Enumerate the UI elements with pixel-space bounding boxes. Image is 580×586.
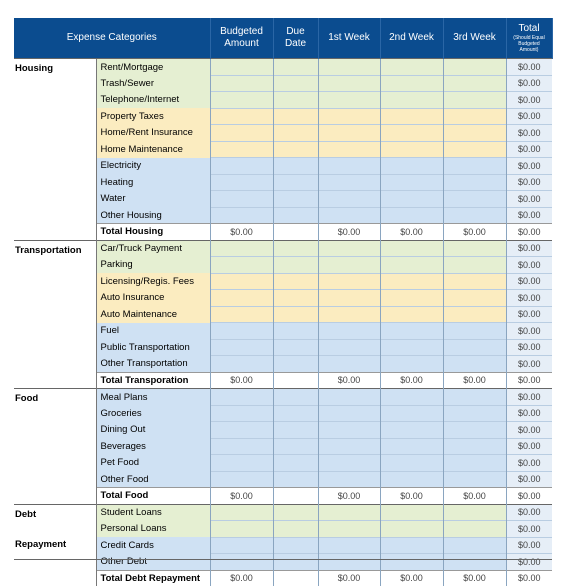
category-label: Meal Plans	[96, 389, 210, 406]
week1-cell[interactable]	[318, 273, 380, 290]
week2-cell[interactable]	[380, 455, 443, 472]
due-date-cell[interactable]	[273, 191, 318, 208]
row-total: $0.00	[506, 389, 552, 406]
row-total: $0.00	[506, 323, 552, 340]
group-total-budgeted: $0.00	[210, 224, 273, 241]
week3-cell[interactable]	[443, 323, 506, 340]
week2-cell[interactable]	[380, 521, 443, 538]
week2-cell[interactable]	[380, 207, 443, 224]
category-label: Other Food	[96, 471, 210, 488]
category-label: Other Transportation	[96, 356, 210, 373]
group-total-total: $0.00	[506, 488, 552, 505]
group-total-due	[273, 488, 318, 505]
week3-cell[interactable]	[443, 59, 506, 76]
group-label	[14, 504, 96, 586]
group-name-line2: Repayment	[15, 539, 66, 550]
week1-cell[interactable]	[318, 455, 380, 472]
header-date: Date	[285, 38, 306, 49]
category-label: Electricity	[96, 158, 210, 175]
week2-cell[interactable]	[380, 323, 443, 340]
header-week1: 1st Week	[318, 18, 380, 59]
week1-cell[interactable]	[318, 356, 380, 373]
due-date-cell[interactable]	[273, 438, 318, 455]
week1-cell[interactable]	[318, 554, 380, 571]
due-date-cell[interactable]	[273, 323, 318, 340]
due-date-cell[interactable]	[273, 92, 318, 109]
header-total	[506, 18, 552, 59]
group-label	[14, 389, 96, 505]
budgeted-cell[interactable]	[210, 240, 273, 257]
week2-cell[interactable]	[380, 537, 443, 554]
budgeted-cell[interactable]	[210, 108, 273, 125]
group-name: Housing	[15, 63, 53, 74]
week1-cell[interactable]	[318, 306, 380, 323]
due-date-cell[interactable]	[273, 240, 318, 257]
budgeted-cell[interactable]	[210, 504, 273, 521]
budgeted-cell[interactable]	[210, 422, 273, 439]
week2-cell[interactable]	[380, 108, 443, 125]
due-date-cell[interactable]	[273, 273, 318, 290]
week3-cell[interactable]	[443, 389, 506, 406]
header-due: Due	[286, 26, 304, 37]
group-total-budgeted: $0.00	[210, 488, 273, 505]
row-total: $0.00	[506, 207, 552, 224]
week3-cell[interactable]	[443, 158, 506, 175]
category-label: Licensing/Regis. Fees	[96, 273, 210, 290]
week2-cell[interactable]	[380, 290, 443, 307]
category-label: Fuel	[96, 323, 210, 340]
category-label: Heating	[96, 174, 210, 191]
group-total-week1: $0.00	[318, 372, 380, 389]
row-total: $0.00	[506, 306, 552, 323]
row-total: $0.00	[506, 356, 552, 373]
header-budgeted-amount	[210, 18, 273, 59]
category-label: Other Housing	[96, 207, 210, 224]
week1-cell[interactable]	[318, 174, 380, 191]
group-total-week1: $0.00	[318, 488, 380, 505]
due-date-cell[interactable]	[273, 141, 318, 158]
row-total: $0.00	[506, 75, 552, 92]
due-date-cell[interactable]	[273, 422, 318, 439]
week1-cell[interactable]	[318, 438, 380, 455]
category-label: Groceries	[96, 405, 210, 422]
due-date-cell[interactable]	[273, 405, 318, 422]
week1-cell[interactable]	[318, 422, 380, 439]
budgeted-cell[interactable]	[210, 59, 273, 76]
row-total: $0.00	[506, 521, 552, 538]
budgeted-cell[interactable]	[210, 405, 273, 422]
category-label: Public Transportation	[96, 339, 210, 356]
week3-cell[interactable]	[443, 504, 506, 521]
group-total-budgeted: $0.00	[210, 570, 273, 586]
header-week3: 3rd Week	[443, 18, 506, 59]
week1-cell[interactable]	[318, 108, 380, 125]
header-total-note1: (Should Equal	[509, 35, 550, 41]
week1-cell[interactable]	[318, 240, 380, 257]
category-label: Car/Truck Payment	[96, 240, 210, 257]
row-total: $0.00	[506, 174, 552, 191]
week2-cell[interactable]	[380, 389, 443, 406]
week2-cell[interactable]	[380, 125, 443, 142]
group-total-week2: $0.00	[380, 372, 443, 389]
group-total-week3: $0.00	[443, 488, 506, 505]
header-budgeted: Budgeted	[220, 26, 263, 37]
week2-cell[interactable]	[380, 273, 443, 290]
budgeted-cell[interactable]	[210, 323, 273, 340]
group-label	[14, 59, 96, 241]
week3-cell[interactable]	[443, 455, 506, 472]
due-date-cell[interactable]	[273, 554, 318, 571]
header-week2: 2nd Week	[380, 18, 443, 59]
row-total: $0.00	[506, 455, 552, 472]
budgeted-cell[interactable]	[210, 174, 273, 191]
week3-cell[interactable]	[443, 471, 506, 488]
due-date-cell[interactable]	[273, 108, 318, 125]
week1-cell[interactable]	[318, 191, 380, 208]
category-label: Water	[96, 191, 210, 208]
group-name: Food	[15, 393, 38, 404]
group-total-week3: $0.00	[443, 570, 506, 586]
budgeted-cell[interactable]	[210, 257, 273, 274]
week2-cell[interactable]	[380, 59, 443, 76]
week3-cell[interactable]	[443, 108, 506, 125]
week2-cell[interactable]	[380, 191, 443, 208]
week3-cell[interactable]	[443, 141, 506, 158]
due-date-cell[interactable]	[273, 257, 318, 274]
week3-cell[interactable]	[443, 191, 506, 208]
week2-cell[interactable]	[380, 257, 443, 274]
due-date-cell[interactable]	[273, 290, 318, 307]
week1-cell[interactable]	[318, 537, 380, 554]
week3-cell[interactable]	[443, 273, 506, 290]
week3-cell[interactable]	[443, 125, 506, 142]
week3-cell[interactable]	[443, 174, 506, 191]
due-date-cell[interactable]	[273, 356, 318, 373]
week1-cell[interactable]	[318, 290, 380, 307]
row-total: $0.00	[506, 257, 552, 274]
budgeted-cell[interactable]	[210, 537, 273, 554]
category-label: Auto Insurance	[96, 290, 210, 307]
due-date-cell[interactable]	[273, 339, 318, 356]
group-total-label: Total Debt Repayment	[96, 570, 210, 586]
budgeted-cell[interactable]	[210, 158, 273, 175]
table-row	[14, 240, 552, 257]
group-total-due	[273, 372, 318, 389]
week1-cell[interactable]	[318, 75, 380, 92]
row-total: $0.00	[506, 554, 552, 571]
row-total: $0.00	[506, 125, 552, 142]
group-total-week2: $0.00	[380, 488, 443, 505]
week1-cell[interactable]	[318, 141, 380, 158]
week2-cell[interactable]	[380, 92, 443, 109]
row-total: $0.00	[506, 273, 552, 290]
due-date-cell[interactable]	[273, 471, 318, 488]
week2-cell[interactable]	[380, 158, 443, 175]
budgeted-cell[interactable]	[210, 438, 273, 455]
week3-cell[interactable]	[443, 290, 506, 307]
row-total: $0.00	[506, 92, 552, 109]
week1-cell[interactable]	[318, 158, 380, 175]
category-label: Telephone/Internet	[96, 92, 210, 109]
budgeted-cell[interactable]	[210, 554, 273, 571]
week1-cell[interactable]	[318, 59, 380, 76]
week3-cell[interactable]	[443, 438, 506, 455]
category-label: Auto Maintenance	[96, 306, 210, 323]
week1-cell[interactable]	[318, 257, 380, 274]
category-label: Trash/Sewer	[96, 75, 210, 92]
week1-cell[interactable]	[318, 521, 380, 538]
due-date-cell[interactable]	[273, 174, 318, 191]
week1-cell[interactable]	[318, 504, 380, 521]
category-label: Parking	[96, 257, 210, 274]
header-total-note2: Budgeted Amount)	[509, 41, 550, 53]
week1-cell[interactable]	[318, 471, 380, 488]
category-label: Dining Out	[96, 422, 210, 439]
group-total-budgeted: $0.00	[210, 372, 273, 389]
week3-cell[interactable]	[443, 422, 506, 439]
budgeted-cell[interactable]	[210, 125, 273, 142]
group-total-week3: $0.00	[443, 372, 506, 389]
table-bottom-border	[14, 559, 552, 560]
week2-cell[interactable]	[380, 554, 443, 571]
group-total-week2: $0.00	[380, 570, 443, 586]
due-date-cell[interactable]	[273, 389, 318, 406]
table-row	[14, 504, 552, 521]
expense-table	[14, 18, 553, 586]
week1-cell[interactable]	[318, 92, 380, 109]
budgeted-cell[interactable]	[210, 455, 273, 472]
due-date-cell[interactable]	[273, 158, 318, 175]
budgeted-cell[interactable]	[210, 356, 273, 373]
group-total-total: $0.00	[506, 372, 552, 389]
group-name: Transportation	[15, 245, 82, 256]
group-total-week1: $0.00	[318, 224, 380, 241]
week3-cell[interactable]	[443, 405, 506, 422]
budgeted-cell[interactable]	[210, 92, 273, 109]
budgeted-cell[interactable]	[210, 290, 273, 307]
week3-cell[interactable]	[443, 521, 506, 538]
header-row	[14, 18, 552, 59]
group-total-week2: $0.00	[380, 224, 443, 241]
week2-cell[interactable]	[380, 141, 443, 158]
week2-cell[interactable]	[380, 504, 443, 521]
group-total-week1: $0.00	[318, 570, 380, 586]
row-total: $0.00	[506, 438, 552, 455]
budgeted-cell[interactable]	[210, 141, 273, 158]
week3-cell[interactable]	[443, 240, 506, 257]
header-expense-categories: Expense Categories	[14, 18, 210, 59]
week3-cell[interactable]	[443, 207, 506, 224]
week3-cell[interactable]	[443, 339, 506, 356]
budgeted-cell[interactable]	[210, 191, 273, 208]
due-date-cell[interactable]	[273, 207, 318, 224]
row-total: $0.00	[506, 339, 552, 356]
category-label: Home Maintenance	[96, 141, 210, 158]
due-date-cell[interactable]	[273, 59, 318, 76]
week2-cell[interactable]	[380, 356, 443, 373]
row-total: $0.00	[506, 290, 552, 307]
week2-cell[interactable]	[380, 75, 443, 92]
row-total: $0.00	[506, 504, 552, 521]
budgeted-cell[interactable]	[210, 339, 273, 356]
budgeted-cell[interactable]	[210, 207, 273, 224]
week3-cell[interactable]	[443, 306, 506, 323]
week2-cell[interactable]	[380, 306, 443, 323]
table-row	[14, 59, 552, 76]
group-total-label: Total Food	[96, 488, 210, 505]
due-date-cell[interactable]	[273, 537, 318, 554]
group-total-total: $0.00	[506, 224, 552, 241]
header-due-date	[273, 18, 318, 59]
week2-cell[interactable]	[380, 339, 443, 356]
row-total: $0.00	[506, 537, 552, 554]
budgeted-cell[interactable]	[210, 521, 273, 538]
category-label: Credit Cards	[96, 537, 210, 554]
week2-cell[interactable]	[380, 405, 443, 422]
due-date-cell[interactable]	[273, 504, 318, 521]
week2-cell[interactable]	[380, 422, 443, 439]
week3-cell[interactable]	[443, 257, 506, 274]
budgeted-cell[interactable]	[210, 75, 273, 92]
category-label: Personal Loans	[96, 521, 210, 538]
budgeted-cell[interactable]	[210, 389, 273, 406]
category-label: Student Loans	[96, 504, 210, 521]
header-total-label: Total	[518, 23, 539, 34]
week3-cell[interactable]	[443, 75, 506, 92]
group-total-due	[273, 570, 318, 586]
budgeted-cell[interactable]	[210, 273, 273, 290]
due-date-cell[interactable]	[273, 455, 318, 472]
expense-body	[14, 59, 552, 586]
row-total: $0.00	[506, 191, 552, 208]
budgeted-cell[interactable]	[210, 306, 273, 323]
week2-cell[interactable]	[380, 240, 443, 257]
row-total: $0.00	[506, 240, 552, 257]
group-name: Debt	[15, 509, 36, 520]
group-total-week3: $0.00	[443, 224, 506, 241]
week3-cell[interactable]	[443, 92, 506, 109]
row-total: $0.00	[506, 422, 552, 439]
row-total: $0.00	[506, 141, 552, 158]
category-label: Home/Rent Insurance	[96, 125, 210, 142]
week2-cell[interactable]	[380, 471, 443, 488]
category-label: Rent/Mortgage	[96, 59, 210, 76]
category-label: Property Taxes	[96, 108, 210, 125]
row-total: $0.00	[506, 405, 552, 422]
category-label: Other Debt	[96, 554, 210, 571]
week3-cell[interactable]	[443, 356, 506, 373]
week2-cell[interactable]	[380, 438, 443, 455]
category-label: Beverages	[96, 438, 210, 455]
week1-cell[interactable]	[318, 339, 380, 356]
due-date-cell[interactable]	[273, 521, 318, 538]
group-total-total: $0.00	[506, 570, 552, 586]
header-amount: Amount	[224, 38, 258, 49]
week3-cell[interactable]	[443, 554, 506, 571]
row-total: $0.00	[506, 108, 552, 125]
row-total: $0.00	[506, 471, 552, 488]
week2-cell[interactable]	[380, 174, 443, 191]
group-total-label: Total Transporation	[96, 372, 210, 389]
week1-cell[interactable]	[318, 323, 380, 340]
week1-cell[interactable]	[318, 207, 380, 224]
week3-cell[interactable]	[443, 537, 506, 554]
week1-cell[interactable]	[318, 405, 380, 422]
group-total-label: Total Housing	[96, 224, 210, 241]
week1-cell[interactable]	[318, 125, 380, 142]
row-total: $0.00	[506, 158, 552, 175]
row-total: $0.00	[506, 59, 552, 76]
category-label: Pet Food	[96, 455, 210, 472]
due-date-cell[interactable]	[273, 125, 318, 142]
group-label	[14, 240, 96, 389]
budgeted-cell[interactable]	[210, 471, 273, 488]
due-date-cell[interactable]	[273, 306, 318, 323]
due-date-cell[interactable]	[273, 75, 318, 92]
group-total-due	[273, 224, 318, 241]
table-row	[14, 389, 552, 406]
week1-cell[interactable]	[318, 389, 380, 406]
